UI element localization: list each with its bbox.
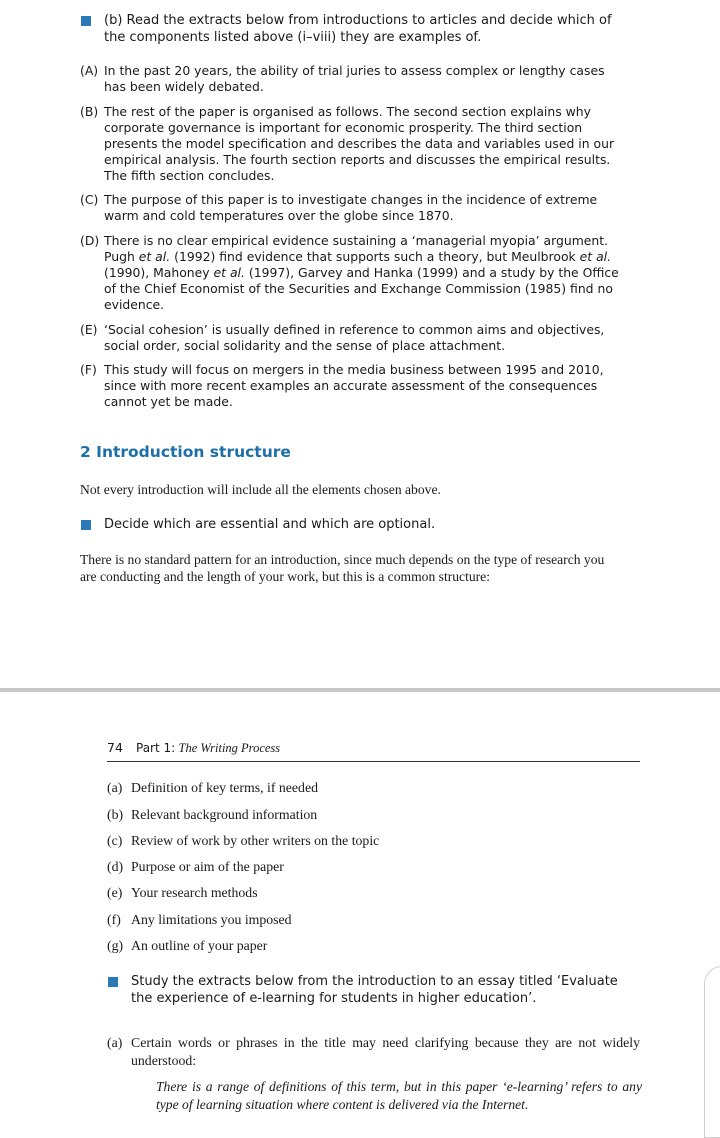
extract-text: ‘Social cohesion’ is usually defined in reference to common aims and objectives, social order, social solidarity and the sense of place attachment. [104, 322, 605, 353]
running-header: Part 1: The Writing Process [136, 741, 281, 755]
section-heading: 2 Introduction structure [80, 443, 291, 461]
final-item-a [107, 1034, 640, 1069]
study-bullet [108, 973, 628, 1007]
square-bullet-icon [81, 520, 91, 530]
extract-letter: (F) [80, 362, 97, 377]
extract-text: There is no clear empirical evidence sustaining a ‘managerial myopia’ argument. Pugh et al. (1992) find evidence that supports such a theory, but Meulbrook et al. (1990), Mahoney et al. (1997), Garvey and Hanka (1999) and a study by the Office of the Chief Economist of the Securities and Exchange Commission (1985) find no evidence. [104, 233, 619, 312]
page-divider [0, 688, 720, 692]
section-para-2: There is no standard pattern for an introduction, since much depends on the type of research you are conducting and the length of your work, but this is a common structure: [80, 552, 605, 584]
extract-text: The rest of the paper is organised as follows. The second section explains why corporate governance is important for economic prosperity. The third section presents the model specification and describes the data and variables used in our empirical analysis. The fourth section reports and discusses the empirical results. The fifth section concludes. [104, 104, 615, 183]
structure-item-c: (c) Review of work by other writers on the topic [107, 833, 380, 848]
final-letter: (a) [107, 1035, 123, 1050]
extract-letter: (E) [80, 322, 98, 337]
extract-d [80, 233, 620, 313]
structure-item-g: (g) An outline of your paper [107, 938, 268, 953]
header-rule [107, 761, 640, 762]
task-b-bullet [81, 12, 621, 46]
decide-text: Decide which are essential and which are optional. [104, 517, 436, 532]
extract-b [80, 104, 620, 184]
extract-letter: (C) [80, 192, 99, 207]
structure-item-d: (d) Purpose or aim of the paper [107, 859, 284, 874]
definition-quote: There is a range of definitions of this term, but in this paper ‘e-learning’ refers to any type of learning situation where content is delivered via the Internet. [156, 1079, 642, 1112]
decide-bullet [81, 516, 621, 533]
structure-item-e: (e) Your research methods [107, 885, 258, 900]
square-bullet-icon [108, 977, 118, 987]
extract-letter: (B) [80, 104, 99, 119]
study-text: Study the extracts below from the introduction to an essay titled ‘Evaluate the experience of e-learning for students in higher education’. [131, 974, 618, 1006]
structure-item-b: (b) Relevant background information [107, 807, 318, 822]
extract-f [80, 362, 620, 410]
structure-item-f: (f) Any limitations you imposed [107, 912, 292, 927]
extract-a [80, 63, 620, 95]
extract-letter: (D) [80, 233, 100, 248]
extract-text: This study will focus on mergers in the media business between 1995 and 2010, since with more recent examples an accurate assessment of the consequences cannot yet be made. [104, 362, 604, 409]
final-text: Certain words or phrases in the title may need clarifying because they are not widely understood: [131, 1035, 640, 1068]
extract-c [80, 192, 620, 224]
page-number: 74 [107, 740, 123, 755]
task-b-text: (b) Read the extracts below from introductions to articles and decide which of the components listed above (i–viii) they are examples of. [104, 13, 612, 45]
section-para-1: Not every introduction will include all the elements chosen above. [80, 482, 441, 497]
page-edge-curl [704, 966, 720, 1138]
extract-e [80, 322, 620, 354]
structure-item-a: (a) Definition of key terms, if needed [107, 780, 318, 795]
square-bullet-icon [81, 16, 91, 26]
extract-text: The purpose of this paper is to investigate changes in the incidence of extreme warm and cold temperatures over the globe since 1870. [104, 192, 598, 223]
extract-letter: (A) [80, 63, 99, 78]
extract-text: In the past 20 years, the ability of trial juries to assess complex or lengthy cases has been widely debated. [104, 63, 605, 94]
